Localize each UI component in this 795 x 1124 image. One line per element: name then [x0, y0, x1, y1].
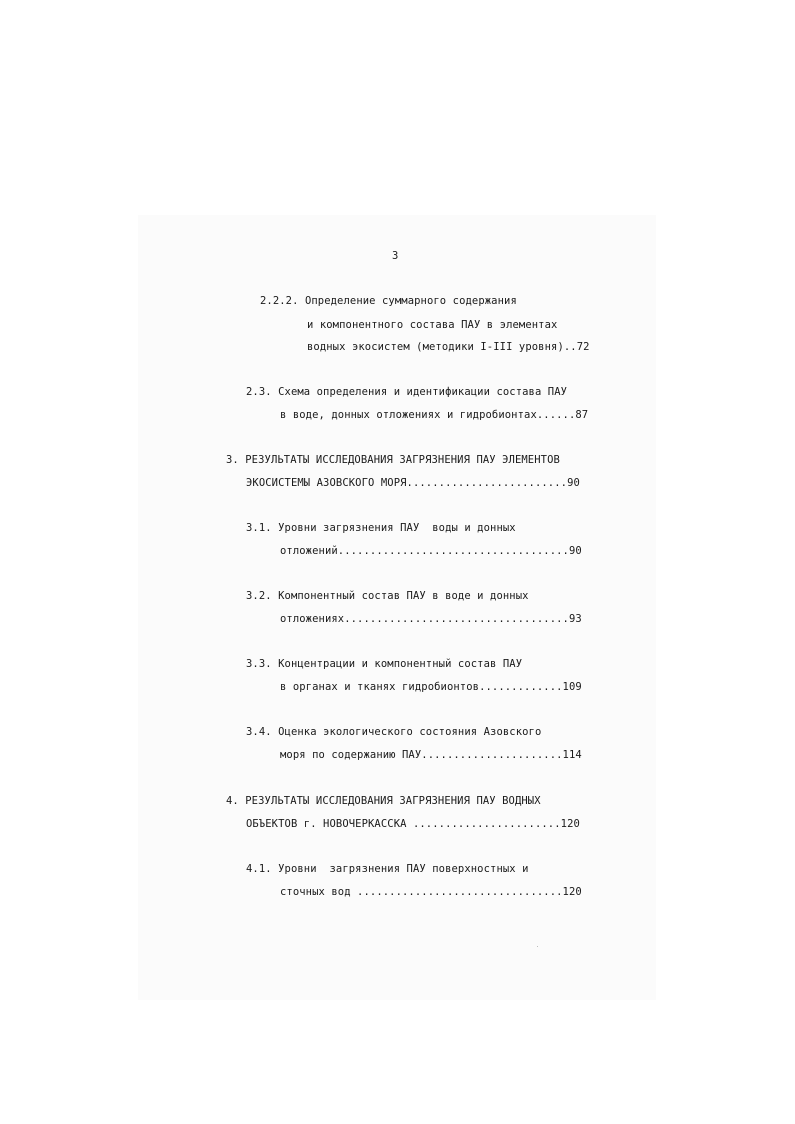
toc-entry-line: отложений....................................90: [280, 545, 582, 557]
toc-entry-line: и компонентного состава ПАУ в элементах: [307, 319, 558, 331]
toc-entry-line: в воде, донных отложениях и гидробионтах......87: [280, 409, 589, 421]
scanned-page-area: [138, 215, 656, 1000]
toc-entry-line: 4.1. Уровни загрязнения ПАУ поверхностных и: [246, 863, 529, 875]
toc-entry-line: моря по содержанию ПАУ......................114: [280, 749, 582, 761]
toc-entry-line: ЭКОСИСТЕМЫ АЗОВСКОГО МОРЯ.........................90: [246, 477, 580, 489]
toc-entry-line: 3.1. Уровни загрязнения ПАУ воды и донных: [246, 522, 516, 534]
toc-entry-line: сточных вод ................................120: [280, 886, 582, 898]
toc-entry-line: 4. РЕЗУЛЬТАТЫ ИССЛЕДОВАНИЯ ЗАГРЯЗНЕНИЯ ПАУ ВОДНЫХ: [226, 795, 541, 807]
toc-entry-line: в органах и тканях гидробионтов.............109: [280, 681, 582, 693]
toc-entry-line: 3.4. Оценка экологического состояния Азовского: [246, 726, 542, 738]
toc-entry-line: 2.2.2. Определение суммарного содержания: [260, 295, 517, 307]
toc-entry-line: 3.2. Компонентный состав ПАУ в воде и донных: [246, 590, 529, 602]
toc-entry-line: водных экосистем (методики I-III уровня)..72: [307, 341, 590, 353]
toc-entry-line: отложениях...................................93: [280, 613, 582, 625]
toc-entry-line: 3. РЕЗУЛЬТАТЫ ИССЛЕДОВАНИЯ ЗАГРЯЗНЕНИЯ ПАУ ЭЛЕМЕНТОВ: [226, 454, 560, 466]
toc-entry-line: 2.3. Схема определения и идентификации состава ПАУ: [246, 386, 568, 398]
toc-entry-line: 3.3. Концентрации и компонентный состав ПАУ: [246, 658, 523, 670]
scan-speck: [537, 946, 538, 947]
page-number: 3: [392, 250, 399, 262]
toc-entry-line: ОБЪЕКТОВ г. НОВОЧЕРКАССКА .......................120: [246, 818, 580, 830]
